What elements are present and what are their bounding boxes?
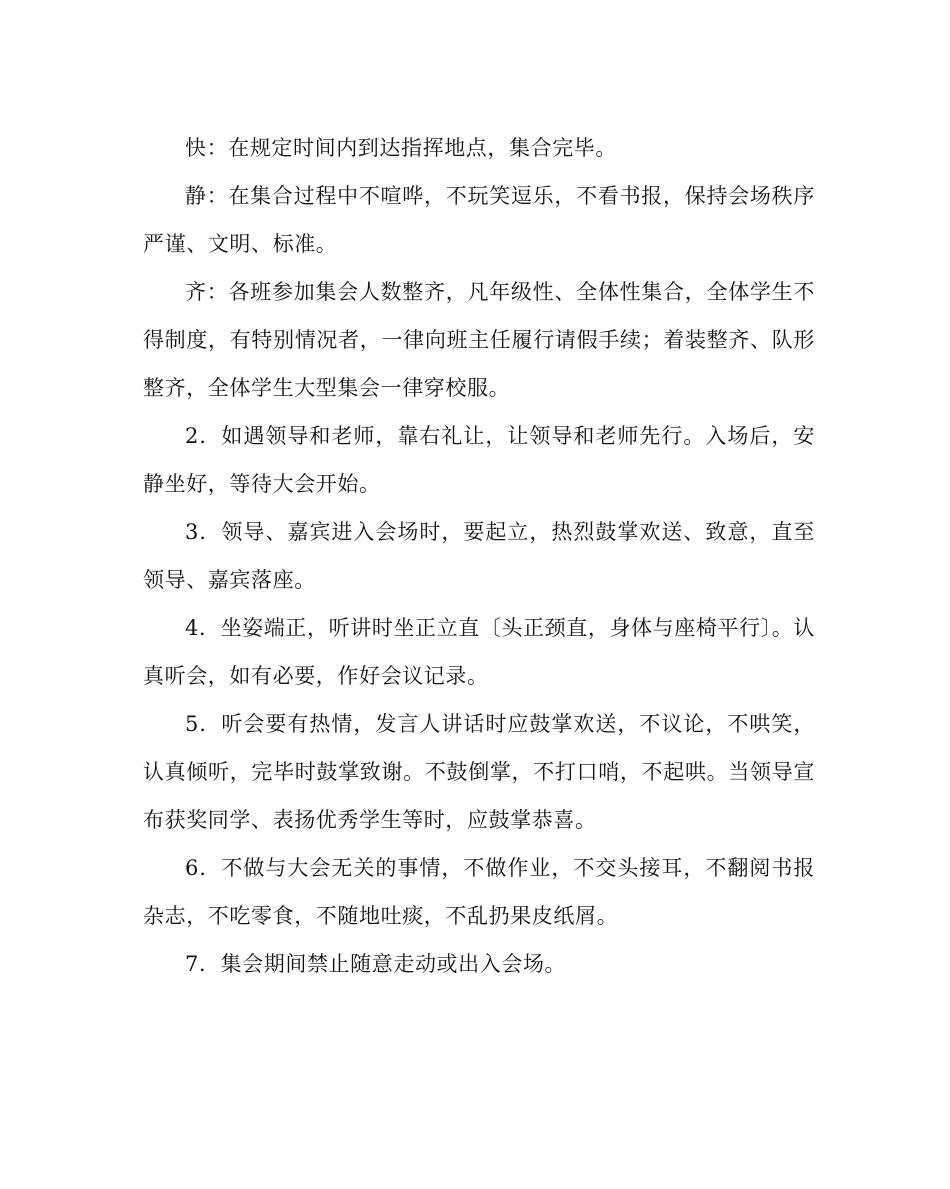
- paragraph-rule-6: 6．不做与大会无关的事情，不做作业，不交头接耳，不翻阅书报杂志，不吃零食，不随地吐痰，不乱扔果皮纸屑。: [143, 856, 815, 928]
- paragraph-kuai: 快：在规定时间内到达指挥地点，集合完毕。: [185, 136, 617, 160]
- paragraph-rule-5: 5．听会要有热情，发言人讲话时应鼓掌欢送，不议论，不哄笑，认真倾听，完毕时鼓掌致谢。不鼓倒掌，不打口哨，不起哄。当领导宣布获奖同学、表扬优秀学生等时，应鼓掌恭喜。: [143, 712, 815, 832]
- paragraph-qi: 齐：各班参加集会人数整齐，凡年级性、全体性集合，全体学生不得制度，有特别情况者，一律向班主任履行请假手续；着装整齐、队形整齐，全体学生大型集会一律穿校服。: [143, 280, 815, 400]
- paragraph-rule-4: 4．坐姿端正，听讲时坐正立直〔头正颈直，身体与座椅平行〕。认真听会，如有必要，作好会议记录。: [143, 616, 815, 688]
- document-body: [143, 124, 815, 988]
- paragraph-rule-2: 2．如遇领导和老师，靠右礼让，让领导和老师先行。入场后，安静坐好，等待大会开始。: [143, 424, 815, 496]
- paragraph-rule-7: 7．集会期间禁止随意走动或出入会场。: [185, 952, 567, 976]
- paragraph-jing: 静：在集合过程中不喧哗，不玩笑逗乐，不看书报，保持会场秩序严谨、文明、标准。: [143, 184, 815, 256]
- paragraph-rule-3: 3．领导、嘉宾进入会场时，要起立，热烈鼓掌欢送、致意，直至领导、嘉宾落座。: [143, 520, 815, 592]
